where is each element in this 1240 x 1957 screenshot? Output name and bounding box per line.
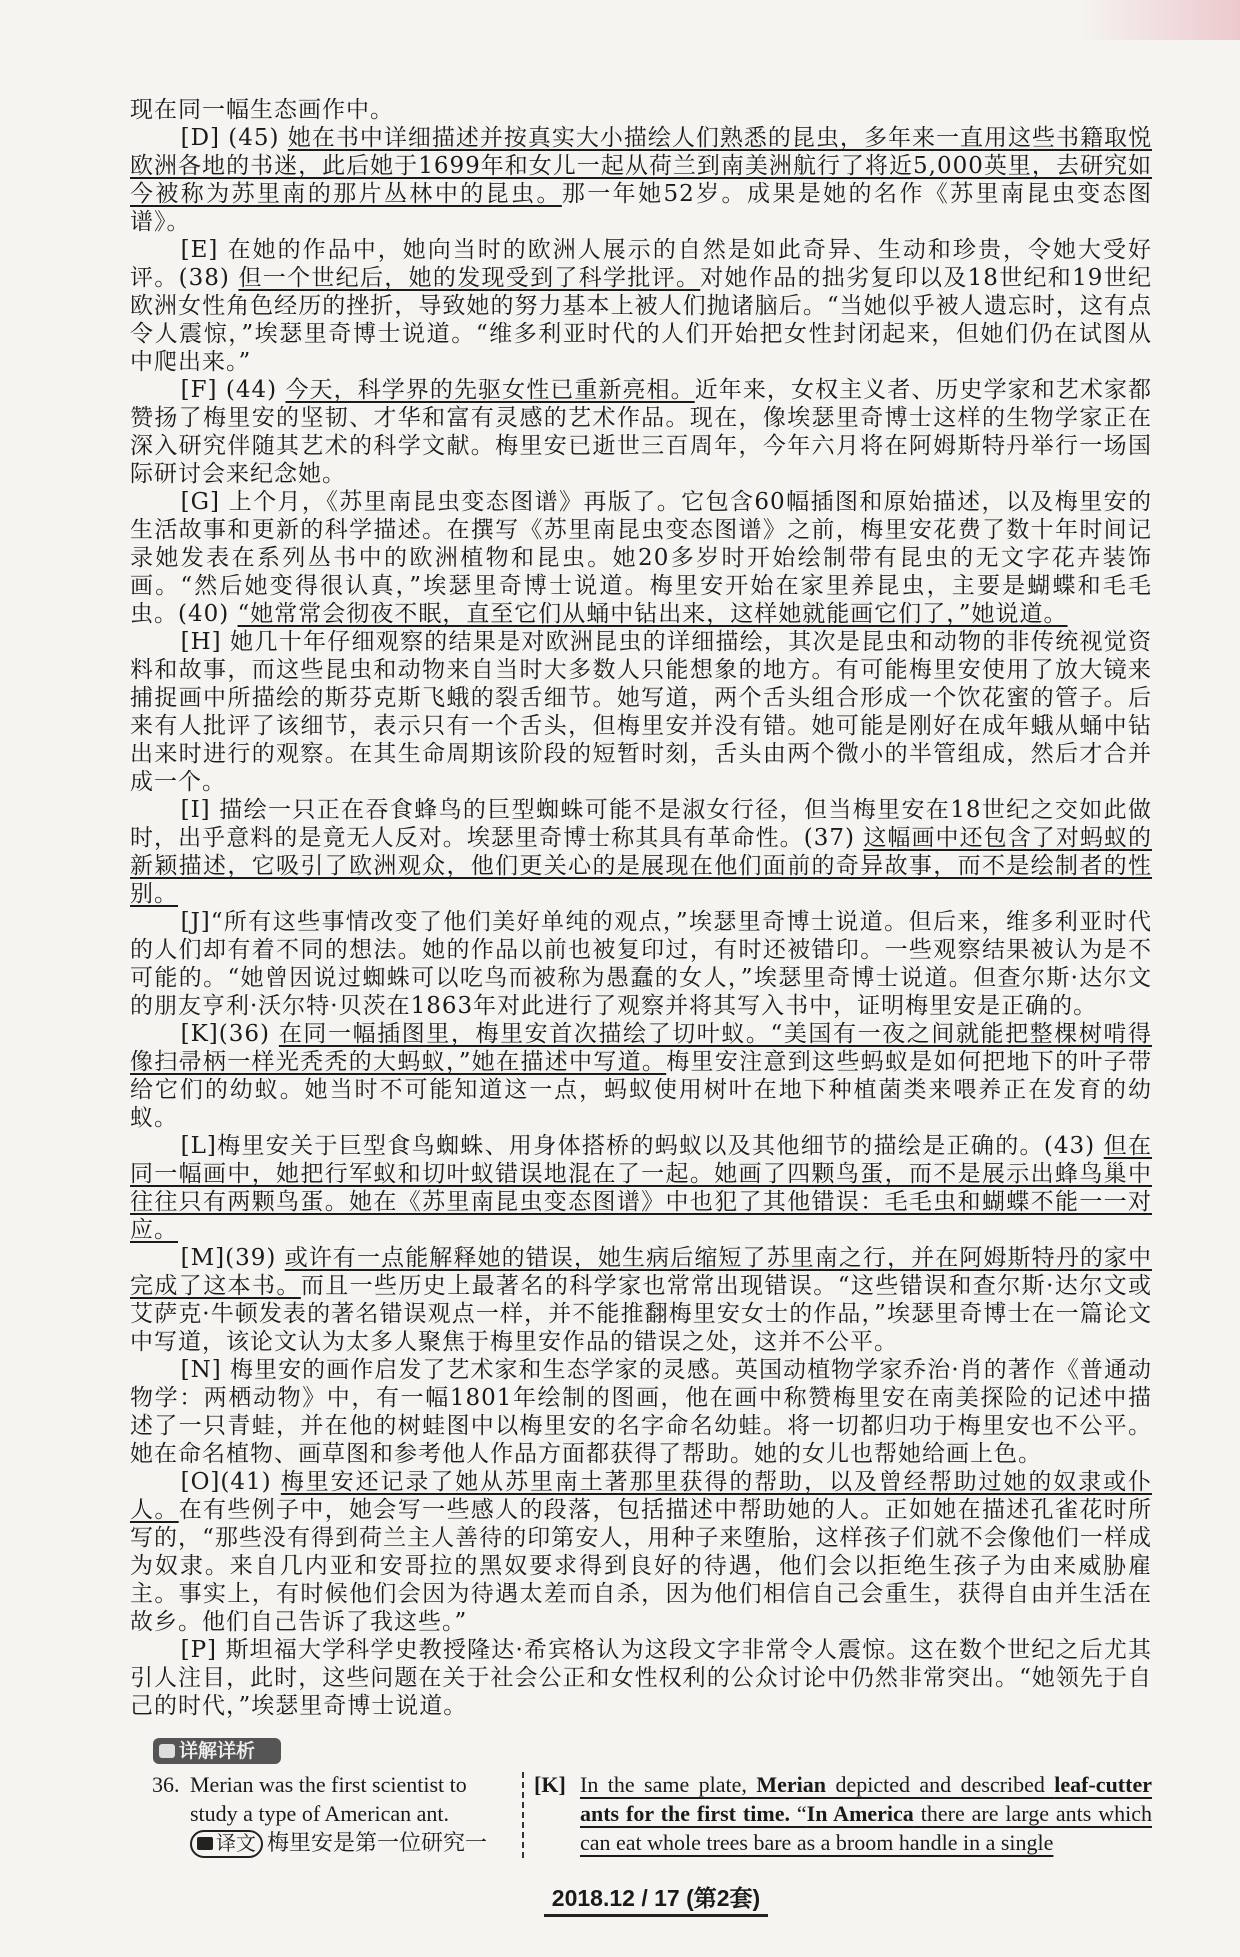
underlined-text: “她常常会彻夜不眠，直至它们从蛹中钻出来，这样她就能画它们了，”她说道。 [237, 601, 1068, 627]
paragraph-text: [M](39) [180, 1245, 285, 1271]
underlined-text: 但一个世纪后，她的发现受到了科学批评。 [238, 265, 701, 291]
paragraph [130, 1636, 1152, 1720]
paragraph-text: [J]“所有这些事情改变了他们美好单纯的观点，”埃瑟里奇博士说道。但后来，维多利亚时代的人们却有着不同的想法。她的作品以前也被复印过，有时还被错印。一些观察结果被认为是不可能的。“她曾因说过蜘蛛可以吃鸟而被称为愚蠢的女人，”埃瑟里奇博士说道。但查尔斯·达尔文的朋友亨利·沃尔特·贝茨在1863年对此进行了观察并将其写入书中，证明梅里安是正确的。 [130, 909, 1152, 1019]
paragraph [130, 908, 1152, 1020]
translation-text: 梅里安是第一位研究一 [267, 1830, 488, 1855]
folder-icon [197, 1837, 213, 1850]
answer-text-part: In the same plate, [580, 1772, 757, 1797]
answer-bold-text: Merian [756, 1772, 827, 1797]
analysis-columns [130, 1770, 1152, 1858]
paragraph [130, 1020, 1152, 1132]
paragraph [130, 96, 1152, 124]
answer-tag: [K] [534, 1772, 566, 1797]
paragraph-text: 梅里安注意到这些蚂蚁是如何把地下的叶子带给它们的幼蚁。她当时不可能知道这一点，蚂蚁使用树叶在地下种植菌类来喂养正在发育的幼蚁。 [130, 1049, 1152, 1131]
paragraph-text: [P] 斯坦福大学科学史教授隆达·希宾格认为这段文字非常令人震惊。这在数个世纪之后尤其引人注目，此时，这些问题在关于社会公正和女性权利的公众讨论中仍然非常突出。“她领先于自己的时代，”埃瑟里奇博士说道。 [130, 1637, 1152, 1719]
question-column [152, 1770, 512, 1858]
paragraph-text: [L]梅里安关于巨型食鸟蜘蛛、用身体搭桥的蚂蚁以及其他细节的描绘是正确的。(43) [180, 1133, 1104, 1159]
answer-bold-text: In America [806, 1801, 914, 1826]
book-icon [159, 1744, 175, 1758]
underlined-text: 但在同一幅画中，她把行军蚁和切叶蚁错误地混在了一起。她画了四颗鸟蛋，而不是展示出蜂鸟巢中往往只有两颗鸟蛋。她在《苏里南昆虫变态图谱》中也犯了其他错误：毛毛虫和蝴蝶不能一一对应。 [130, 1133, 1153, 1243]
paragraph-text: 在有些例子中，她会写一些感人的段落，包括描述中帮助她的人。正如她在描述孔雀花时所写的，“那些没有得到荷兰主人善待的印第安人，用种子来堕胎，这样孩子们就不会像他们一样成为奴隶。来自几内亚和安哥拉的黑奴要求得到良好的待遇，他们会以拒绝生孩子为由来威胁雇主。事实上，有时候他们会因为待遇太差而自杀，因为他们相信自己会重生，获得自由并生活在故乡。他们自己告诉了我这些。” [130, 1497, 1153, 1635]
answer-text-part: “ [789, 1801, 807, 1826]
paragraph [130, 488, 1152, 628]
underlined-text: 梅里安还记录了她从苏里南土著那里获得的帮助，以及曾经帮助过她的奴隶或仆人。 [130, 1469, 1153, 1523]
answer-text-part: depicted and described [826, 1772, 1055, 1797]
underlined-text: 今天，科学界的先驱女性已重新亮相。 [285, 377, 695, 403]
paragraph [130, 1244, 1152, 1356]
paragraph-text: [D] (45) [180, 125, 288, 151]
question-number: 36. [152, 1772, 180, 1797]
question-text-line2: study a type of American ant. [190, 1801, 450, 1826]
translation-tag [190, 1830, 263, 1858]
paragraph [130, 1356, 1152, 1468]
underlined-text: 或许有一点能解释她的错误，她生病后缩短了苏里南之行，并在阿姆斯特丹的家中完成了这本书。 [130, 1245, 1152, 1299]
paragraph [130, 1132, 1152, 1244]
paragraph-text: 现在同一幅生态画作中。 [130, 97, 394, 123]
answer-bold-text: leaf-cutter ants for the first time. [580, 1772, 1152, 1826]
question-text-line1: Merian was the first scientist to [190, 1772, 467, 1797]
answer-column [534, 1770, 1152, 1857]
badge-label: 详解详析 [179, 1740, 256, 1762]
paragraph-text: [N] 梅里安的画作启发了艺术家和生态学家的灵感。英国动植物学家乔治·肖的著作《普通动物学：两栖动物》中，有一幅1801年绘制的图画，他在画中称赞梅里安在南美探险的记述中描述了一只青蛙，并在他的树蛙图中以梅里安的名字命名幼蛙。将一切都归功于梅里安也不公平。她在命名植物、画草图和参考他人作品方面都获得了帮助。她的女儿也帮她给画上色。 [130, 1357, 1152, 1467]
paragraph-text: 对她作品的拙劣复印以及18世纪和19世纪欧洲女性角色经历的挫折，导致她的努力基本上被人们抛诸脑后。“当她似乎被人遗忘时，这有点令人震惊，”埃瑟里奇博士说道。“维多利亚时代的人们开始把女性封闭起来，但她们仍在试图从中爬出来。” [130, 265, 1152, 375]
paragraph [130, 1468, 1152, 1636]
paragraph [130, 236, 1152, 376]
paragraph-text: [G] 上个月，《苏里南昆虫变态图谱》再版了。它包含60幅插图和原始描述，以及梅里安的生活故事和更新的科学描述。在撰写《苏里南昆虫变态图谱》之前，梅里安花费了数十年时间记录她发表在系列丛书中的欧洲植物和昆虫。她20多岁时开始绘制带有昆虫的无文字花卉装饰画。“然后她变得很认真，”埃瑟里奇博士说道。梅里安开始在家里养昆虫，主要是蝴蝶和毛毛虫。(40) [130, 489, 1152, 627]
analysis-badge [153, 1738, 281, 1764]
answer-text [580, 1770, 1152, 1857]
paragraph-text: [I] 描绘一只正在吞食蜂鸟的巨型蜘蛛可能不是淑女行径，但当梅里安在18世纪之交如此做时，出乎意料的是竟无人反对。埃瑟里奇博士称其具有革命性。(37) [130, 797, 1152, 851]
column-divider [522, 1772, 524, 1858]
underlined-text: 她在书中详细描述并按真实大小描绘人们熟悉的昆虫，多年来一直用这些书籍取悦欧洲各地的书迷，此后她于1699年和女儿一起从荷兰到南美洲航行了将近5,000英里，去研究如今被称为苏里南的那片丛林中的昆虫。 [130, 125, 1152, 207]
paragraph-text: 近年来，女权主义者、历史学家和艺术家都赞扬了梅里安的坚韧、才华和富有灵感的艺术作品。现在，像埃瑟里奇博士这样的生物学家正在深入研究伴随其艺术的科学文献。梅里安已逝世三百周年，今年六月将在阿姆斯特丹举行一场国际研讨会来纪念她。 [130, 377, 1153, 487]
underlined-text: 这幅画中还包含了对蚂蚁的新颖描述，它吸引了欧洲观众，他们更关心的是展现在他们面前的奇异故事，而不是绘制者的性别。 [130, 825, 1153, 907]
underlined-text: 在同一幅插图里，梅里安首次描绘了切叶蚁。“美国有一夜之间就能把整棵树啃得像扫帚柄一样光秃秃的大蚂蚁，”她在描述中写道。 [130, 1021, 1153, 1075]
paragraph [130, 376, 1152, 488]
analysis-section [130, 1738, 1152, 1917]
paragraph-text: [E] 在她的作品中，她向当时的欧洲人展示的自然是如此奇异、生动和珍贵，令她大受好评。(38) [130, 237, 1152, 291]
paragraph-text: 那一年她52岁。成果是她的名作《苏里南昆虫变态图谱》。 [130, 181, 1152, 235]
page-footer: 2018.12 / 17 (第2套) [544, 1880, 768, 1917]
article-body [130, 96, 1152, 1720]
paragraph-text: 而且一些历史上最著名的科学家也常常出现错误。“这些错误和查尔斯·达尔文或艾萨克·牛顿发表的著名错误观点一样，并不能推翻梅里安女士的作品，”埃瑟里奇博士在一篇论文中写道，该论文认为太多人聚焦于梅里安作品的错误之处，这并不公平。 [130, 1273, 1152, 1355]
answer-text-part: there are large ants which can eat whole trees bare as a broom handle in a single [580, 1801, 1153, 1855]
paragraph-text: [H] 她几十年仔细观察的结果是对欧洲昆虫的详细描绘，其次是昆虫和动物的非传统视觉资料和故事，而这些昆虫和动物来自当时大多数人只能想象的地方。有可能梅里安使用了放大镜来捕捉画中所描绘的斯芬克斯飞蛾的裂舌细节。她写道，两个舌头组合形成一个饮花蜜的管子。后来有人批评了该细节，表示只有一个舌头，但梅里安并没有错。她可能是刚好在成年蛾从蛹中钻出来时进行的观察。在其生命周期该阶段的短暂时刻，舌头由两个微小的半管组成，然后才合并成一个。 [130, 629, 1152, 795]
paragraph-text: [K](36) [180, 1021, 279, 1047]
paragraph [130, 124, 1152, 236]
translation-row [152, 1828, 512, 1858]
paragraph [130, 628, 1152, 796]
paragraph-text: [F] (44) [180, 377, 286, 403]
paragraph [130, 796, 1152, 908]
translation-label: 译文 [216, 1833, 256, 1855]
paragraph-text: [O](41) [180, 1469, 281, 1495]
